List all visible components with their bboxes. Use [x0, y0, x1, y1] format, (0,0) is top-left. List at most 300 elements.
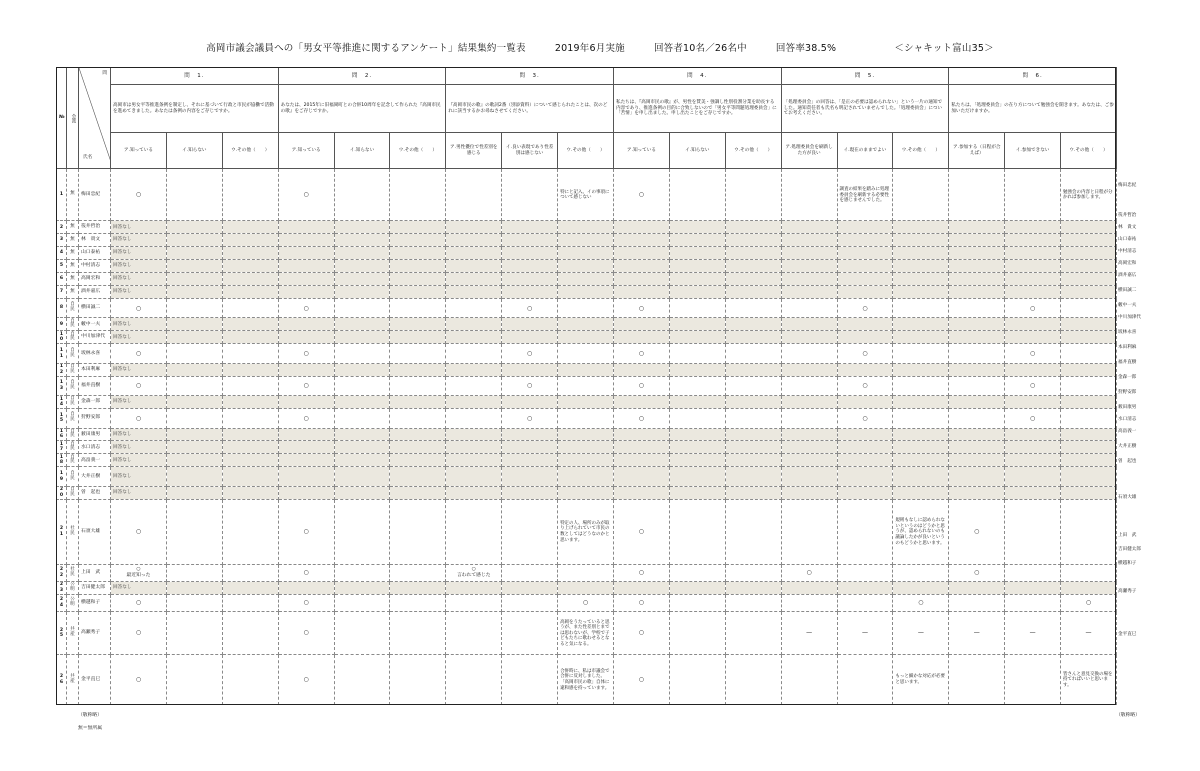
answer-cell	[613, 331, 669, 344]
party-label: 自民	[67, 344, 79, 363]
answer-mark	[334, 299, 390, 318]
table-row	[57, 376, 1117, 395]
answer-comment: 皆さんと意見交換の場を持てればいいと思います。	[1061, 655, 1117, 705]
member-name: 高岡宏和	[79, 273, 111, 286]
answer-cell	[837, 467, 893, 486]
answer-cell	[222, 286, 278, 299]
answer-mark	[1061, 409, 1117, 428]
right-member-name: 石須大雄	[1118, 495, 1137, 500]
question-1-option-3: ウ.その他（ ）	[222, 132, 278, 169]
answer-cell	[781, 428, 837, 441]
answer-cell	[334, 396, 390, 409]
answer-cell	[893, 363, 949, 376]
row-number: 22	[57, 564, 67, 581]
answer-comment: 調査の結果を踏みに処理委員会を刷新する必要性を感じませんでした。	[837, 169, 893, 221]
answer-mark	[334, 594, 390, 611]
answer-cell	[502, 363, 558, 376]
answer-cell	[446, 331, 502, 344]
answer-cell	[949, 331, 1005, 344]
right-member-name: 筏井哲治	[1118, 213, 1137, 218]
row-number: 12	[57, 363, 67, 376]
party-label: 無	[67, 169, 79, 221]
answer-mark	[781, 376, 837, 395]
answer-mark: ○	[502, 409, 558, 428]
question-4-option-1: ア.知っている	[613, 132, 669, 169]
answer-cell	[222, 260, 278, 273]
answer-cell	[1005, 331, 1061, 344]
answer-mark	[166, 564, 222, 581]
row-number: 13	[57, 376, 67, 395]
answer-cell	[949, 428, 1005, 441]
answer-mark: ○	[111, 655, 167, 705]
member-name: 金森一郎	[79, 396, 111, 409]
answer-cell	[613, 247, 669, 260]
answer-mark: ○	[893, 594, 949, 611]
answer-cell	[1061, 363, 1117, 376]
answer-cell	[278, 286, 334, 299]
answer-cell	[669, 318, 725, 331]
right-member-name: 林 貴文	[1118, 225, 1137, 230]
right-member-name: 酒井嘉広	[1118, 273, 1137, 278]
question-5-option-2: イ.現在のままでよい	[837, 132, 893, 169]
answer-cell	[949, 396, 1005, 409]
answer-cell	[1061, 273, 1117, 286]
answer-cell	[613, 234, 669, 247]
party-label: 共産	[67, 611, 79, 654]
answer-mark	[390, 169, 446, 221]
answer-cell	[613, 581, 669, 594]
answer-cell	[390, 396, 446, 409]
answer-cell	[446, 247, 502, 260]
question-6-heading: 問 6.	[949, 68, 1117, 85]
answer-cell	[949, 581, 1005, 594]
answer-comment: 合併時に、私は市議会で合併に反対しました。「高岡市民の歌」自体に違和感を持っています。	[558, 655, 614, 705]
table-row	[57, 273, 1117, 286]
answer-mark: ○	[613, 299, 669, 318]
answer-cell	[837, 273, 893, 286]
answer-mark	[222, 376, 278, 395]
answer-cell	[781, 221, 837, 234]
answer-cell	[613, 260, 669, 273]
answer-cell	[613, 454, 669, 467]
answer-mark	[669, 499, 725, 564]
answer-comment: 規則もなしに認められないというのはどうかと思うが、認められないのも議論したかが良いというのもどうかと思います。	[893, 499, 949, 564]
answer-cell	[502, 260, 558, 273]
answer-mark	[781, 499, 837, 564]
answer-mark	[502, 655, 558, 705]
answer-cell	[390, 318, 446, 331]
answer-cell	[949, 318, 1005, 331]
answer-cell	[949, 454, 1005, 467]
answer-cell	[1061, 247, 1117, 260]
answer-comment: 勉強会の内容と日程が分かれば参加します。	[1061, 169, 1117, 221]
member-name: 上田 武	[79, 564, 111, 581]
answer-cell	[558, 286, 614, 299]
answer-cell	[725, 221, 781, 234]
answer-cell	[725, 441, 781, 454]
answer-cell	[837, 221, 893, 234]
answer-cell	[893, 486, 949, 499]
answer-mark	[781, 169, 837, 221]
answer-mark: ○	[111, 299, 167, 318]
answer-cell	[893, 467, 949, 486]
answer-cell	[949, 467, 1005, 486]
answer-mark	[837, 499, 893, 564]
party-label: 自民	[67, 331, 79, 344]
question-6-text: 私たちは、「処理委員会」の在り方について勉強会を開きます。あなたは、ご参加いただけますか。	[949, 85, 1117, 133]
member-name: 大井正樹	[79, 467, 111, 486]
answer-cell	[558, 454, 614, 467]
answer-cell	[1005, 428, 1061, 441]
table-row	[57, 441, 1117, 454]
question-2-heading: 問 2.	[278, 68, 446, 85]
question-4-text: 私たちは、『高岡市民の歌』が、男性を賛美・強調し性別役割分業を助長する内容であり、推進条例の目的に合致しないので「男女平等問題処理委員会」に「苦情」を申し出ました。申し出たことをご存じですか。	[613, 85, 781, 133]
answer-cell	[1005, 454, 1061, 467]
member-name: 横田誠二	[79, 299, 111, 318]
answer-cell	[502, 318, 558, 331]
answer-cell	[334, 467, 390, 486]
answer-cell	[725, 467, 781, 486]
member-name: 林 貴文	[79, 234, 111, 247]
table-row	[57, 299, 1117, 318]
answer-mark: ○	[278, 169, 334, 221]
answer-cell	[278, 234, 334, 247]
answer-cell	[502, 454, 558, 467]
answer-mark	[446, 299, 502, 318]
table-row	[57, 409, 1117, 428]
answer-cell	[334, 428, 390, 441]
answer-mark	[558, 376, 614, 395]
answer-cell	[390, 428, 446, 441]
answer-cell	[725, 486, 781, 499]
answer-cell	[446, 454, 502, 467]
right-member-name: 大井正樹	[1118, 444, 1137, 449]
answer-cell	[949, 234, 1005, 247]
answer-mark	[446, 409, 502, 428]
answer-cell	[558, 486, 614, 499]
answer-cell	[1005, 273, 1061, 286]
question-2-option-1: ア.知っている	[278, 132, 334, 169]
answer-mark	[334, 499, 390, 564]
answer-mark	[390, 409, 446, 428]
answer-cell	[334, 273, 390, 286]
answer-cell	[1061, 221, 1117, 234]
answer-cell	[390, 581, 446, 594]
no-answer-cell: 回答なし	[111, 247, 167, 260]
member-name: 金平直巳	[79, 655, 111, 705]
answer-cell	[558, 221, 614, 234]
answer-mark: ○	[613, 655, 669, 705]
right-member-name: 福井直樹	[1118, 360, 1137, 365]
right-member-name: 金森一郎	[1118, 375, 1137, 380]
party-label: 無	[67, 260, 79, 273]
question-3-option-1: ア.男性優位で性差別を感じる	[446, 132, 502, 169]
answer-mark	[893, 409, 949, 428]
footer-honorific-right: （敬称略）	[1116, 713, 1140, 718]
answer-cell	[166, 486, 222, 499]
row-number: 3	[57, 234, 67, 247]
answer-mark	[669, 169, 725, 221]
row-number: 25	[57, 611, 67, 654]
question-3-option-2: イ.良い表現であり性差別は感じない	[502, 132, 558, 169]
right-member-name: 薮田康男	[1118, 405, 1137, 410]
member-name: 藪中一夫	[79, 318, 111, 331]
answer-comment: 特定の人、場所のみが取り上げられていて市民の数としてはどうなのかと思います。	[558, 499, 614, 564]
answer-cell	[1061, 396, 1117, 409]
answer-mark	[781, 344, 837, 363]
answer-cell	[1005, 247, 1061, 260]
answer-cell	[278, 441, 334, 454]
answer-mark: ○	[558, 594, 614, 611]
answer-cell	[725, 396, 781, 409]
row-number: 7	[57, 286, 67, 299]
party-label: 公明	[67, 581, 79, 594]
answer-mark: ○	[837, 344, 893, 363]
answer-cell	[222, 363, 278, 376]
right-member-name: 曽 起也	[1118, 459, 1137, 464]
answer-cell	[725, 260, 781, 273]
answer-mark: ○	[781, 564, 837, 581]
answer-cell	[781, 260, 837, 273]
no-answer-cell: 回答なし	[111, 286, 167, 299]
answer-cell	[334, 581, 390, 594]
answer-mark: ○	[111, 169, 167, 221]
answer-mark	[166, 611, 222, 654]
no-answer-cell: 回答なし	[111, 454, 167, 467]
answer-mark: ○	[613, 409, 669, 428]
row-number: 21	[57, 499, 67, 564]
answer-mark: ○	[613, 169, 669, 221]
answer-cell	[1061, 318, 1117, 331]
answer-cell	[390, 331, 446, 344]
answer-mark	[502, 169, 558, 221]
answer-cell	[613, 273, 669, 286]
answer-cell	[837, 396, 893, 409]
header-no: №	[57, 68, 67, 169]
answer-mark	[725, 299, 781, 318]
answer-mark: ○	[837, 409, 893, 428]
answer-mark	[1005, 169, 1061, 221]
answer-mark	[446, 376, 502, 395]
answer-cell	[222, 318, 278, 331]
answer-cell	[334, 363, 390, 376]
answer-cell	[949, 441, 1005, 454]
member-name: 高瀬秀子	[79, 611, 111, 654]
answer-cell	[502, 396, 558, 409]
answer-cell	[613, 396, 669, 409]
answer-cell	[446, 428, 502, 441]
table-row	[57, 486, 1117, 499]
answer-mark: ○	[502, 376, 558, 395]
answer-cell	[278, 467, 334, 486]
answer-cell	[1005, 221, 1061, 234]
no-answer-cell: 回答なし	[111, 234, 167, 247]
answer-cell	[446, 318, 502, 331]
no-answer-cell: 回答なし	[111, 260, 167, 273]
answer-cell	[278, 581, 334, 594]
answer-cell	[446, 581, 502, 594]
answer-mark	[222, 594, 278, 611]
answer-mark	[166, 655, 222, 705]
answer-cell	[837, 363, 893, 376]
answer-cell	[446, 486, 502, 499]
question-3-option-3: ウ.その他（ ）	[558, 132, 614, 169]
answer-cell	[166, 260, 222, 273]
question-5-option-1: ア.処理委員会を刷新した方が良い	[781, 132, 837, 169]
answer-cell	[669, 363, 725, 376]
row-number: 23	[57, 581, 67, 594]
answer-cell	[222, 467, 278, 486]
right-member-name: 狩野安郎	[1118, 390, 1137, 395]
answer-cell	[893, 331, 949, 344]
right-member-name: 吉田健太郎	[1118, 547, 1141, 552]
answer-cell	[390, 286, 446, 299]
answer-mark	[781, 655, 837, 705]
answer-mark: —	[893, 611, 949, 654]
question-6-option-1: ア.参加する（日程が合えば）	[949, 132, 1005, 169]
answer-mark	[949, 594, 1005, 611]
answer-mark	[669, 655, 725, 705]
answer-mark: ○	[278, 499, 334, 564]
answer-cell	[222, 441, 278, 454]
answer-cell	[334, 454, 390, 467]
party-label: 無	[67, 221, 79, 234]
answer-mark	[558, 344, 614, 363]
answer-cell	[390, 247, 446, 260]
no-answer-cell: 回答なし	[111, 467, 167, 486]
answer-cell	[837, 486, 893, 499]
answer-mark: —	[781, 611, 837, 654]
answer-cell	[334, 247, 390, 260]
answer-cell	[502, 441, 558, 454]
answer-cell	[222, 221, 278, 234]
row-number: 10	[57, 331, 67, 344]
answer-cell	[278, 363, 334, 376]
answer-cell	[390, 260, 446, 273]
answer-cell	[837, 260, 893, 273]
answer-cell	[278, 221, 334, 234]
question-1-option-1: ア.知っている	[111, 132, 167, 169]
answer-cell	[390, 273, 446, 286]
answer-mark: ○	[613, 564, 669, 581]
question-5-option-3: ウ.その他（ ）	[893, 132, 949, 169]
answer-cell	[222, 331, 278, 344]
table-row	[57, 581, 1117, 594]
answer-mark: ○	[1005, 376, 1061, 395]
party-label: 公明	[67, 594, 79, 611]
answer-mark	[669, 376, 725, 395]
row-number: 5	[57, 260, 67, 273]
answer-mark: ○	[278, 564, 334, 581]
answer-cell	[334, 331, 390, 344]
answer-cell	[613, 467, 669, 486]
table-row	[57, 344, 1117, 363]
answer-mark	[222, 409, 278, 428]
answer-mark	[949, 655, 1005, 705]
answer-cell	[781, 234, 837, 247]
answer-cell	[1061, 286, 1117, 299]
answer-mark	[334, 655, 390, 705]
question-3-heading: 問 3.	[446, 68, 614, 85]
answer-cell	[893, 286, 949, 299]
answer-mark: ○	[111, 499, 167, 564]
right-member-name: 高畠義一	[1118, 429, 1137, 434]
question-1-text: 高岡市は男女平等推進条例を制定し、それに基づいて行政と市民が協働で活動を進めてきました。あなたは条例の内容をご存じですか。	[111, 85, 279, 133]
answer-cell	[781, 286, 837, 299]
answer-cell	[669, 581, 725, 594]
table-row	[57, 594, 1117, 611]
answer-mark	[166, 299, 222, 318]
table-row	[57, 499, 1117, 564]
no-answer-cell: 回答なし	[111, 441, 167, 454]
answer-mark	[725, 344, 781, 363]
answer-cell	[781, 318, 837, 331]
answer-mark	[390, 299, 446, 318]
answer-mark	[725, 376, 781, 395]
answer-cell	[278, 428, 334, 441]
answer-cell	[502, 486, 558, 499]
party-label: 自民	[67, 467, 79, 486]
answer-mark	[893, 299, 949, 318]
answer-mark	[669, 594, 725, 611]
answer-cell	[166, 234, 222, 247]
answer-cell	[725, 247, 781, 260]
answer-mark	[669, 409, 725, 428]
answer-mark: ○	[502, 344, 558, 363]
answer-cell	[166, 467, 222, 486]
answer-cell	[278, 454, 334, 467]
answer-cell	[781, 331, 837, 344]
row-number: 24	[57, 594, 67, 611]
answer-mark: ○	[837, 376, 893, 395]
member-name: 坂林永喜	[79, 344, 111, 363]
member-name: 狩野安郎	[79, 409, 111, 428]
answer-mark	[334, 564, 390, 581]
member-name: 吉田健太郎	[79, 581, 111, 594]
table-row	[57, 454, 1117, 467]
answer-cell	[446, 467, 502, 486]
row-number: 6	[57, 273, 67, 286]
answer-comment: 特にと記入、イの事項について感じない	[558, 169, 614, 221]
answer-cell	[781, 441, 837, 454]
answer-mark	[334, 376, 390, 395]
answer-mark	[502, 594, 558, 611]
answer-cell	[837, 234, 893, 247]
answer-mark: ○	[613, 499, 669, 564]
question-5-heading: 問 5.	[781, 68, 949, 85]
answer-mark	[222, 655, 278, 705]
table-row	[57, 655, 1117, 705]
right-member-name: 水口清志	[1118, 417, 1137, 422]
answer-mark	[1005, 655, 1061, 705]
answer-cell	[781, 247, 837, 260]
answer-cell	[334, 234, 390, 247]
table-row	[57, 247, 1117, 260]
answer-mark: ○	[278, 594, 334, 611]
answer-mark	[446, 344, 502, 363]
answer-mark	[502, 499, 558, 564]
table-row	[57, 286, 1117, 299]
member-name: 中川加津代	[79, 331, 111, 344]
answer-mark	[390, 611, 446, 654]
answer-cell	[558, 441, 614, 454]
question-2-option-3: ウ.その他（ ）	[390, 132, 446, 169]
party-label: 無	[67, 247, 79, 260]
answer-mark	[725, 499, 781, 564]
answer-mark: ○	[111, 611, 167, 654]
answer-cell	[781, 273, 837, 286]
answer-mark	[446, 169, 502, 221]
